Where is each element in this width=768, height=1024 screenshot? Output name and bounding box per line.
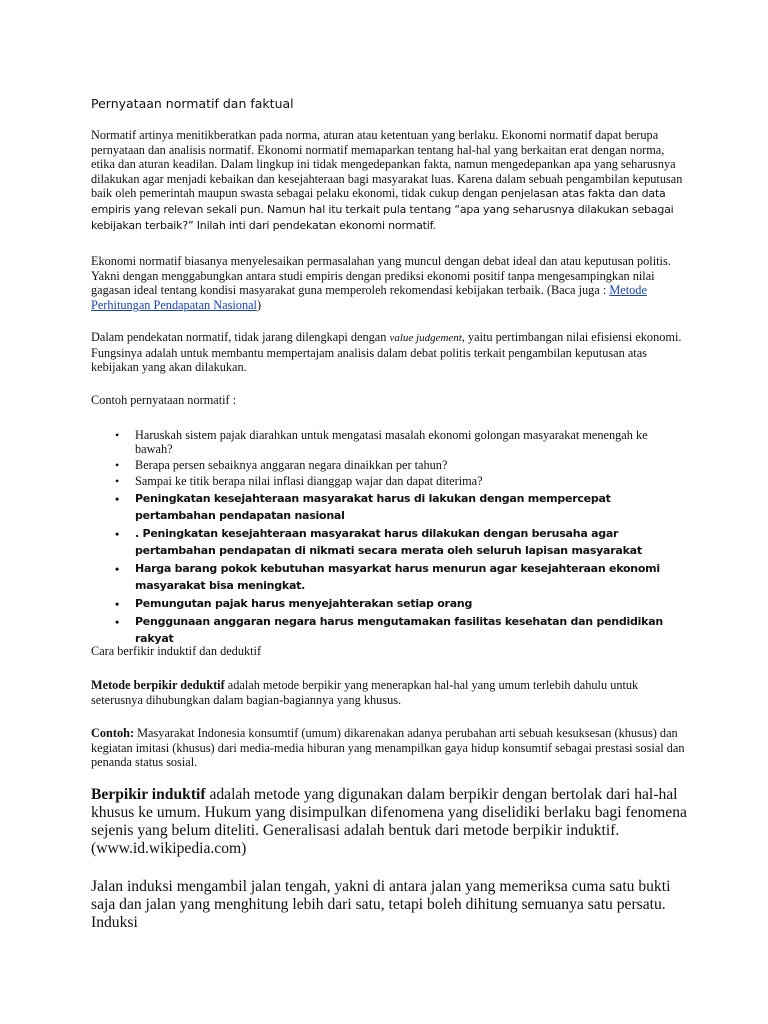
paragraph-ekonomi-normatif-text: Ekonomi normatif biasanya menyelesaikan permasalahan yang muncul dengan debat ideal dan atau keputusan politis. Yakni dengan menggabungkan antara studi empiris dengan prediksi ekonomi positif tanpa mengesampingkan nilai gagasan ideal tentang kondisi masyarakat guna memperoleh rekomendasi kebijakan terbaik. (Baca juga : xyxy=(91,254,671,298)
induktif-deduktif-heading: Cara berfikir induktif dan deduktif xyxy=(91,644,262,658)
bullet-icon: • xyxy=(115,492,119,506)
paragraph-value-judgement-after: , yaitu pertimbangan nilai efisiensi ekonomi. Fungsinya adalah untuk membantu mempertajam analisis dalam debat politis terkait pengambilan keputusan atas kebijakan yang akan dilakukan. xyxy=(91,330,682,375)
paragraph-value-judgement xyxy=(91,330,691,375)
paragraph-normatif-sans-text: penjelasan atas fakta dan data empiris yang relevan sekali pun. Namun hal itu terkait pula tentang “apa yang seharusnya dilakukan sebagai kebijakan terbaik?” Inilah inti dari pendekatan ekonomi normatif. xyxy=(91,187,674,232)
list-item-text: Peningkatan kesejahteraan masyarakat harus di lakukan dengan mempercepat pertambahan pendapatan nasional xyxy=(135,492,611,522)
paragraph-deduktif-text: adalah metode berpikir yang menerapkan hal-hal yang umum terlebih dahulu untuk seterusnya dihubungkan dalam bagian-bagiannya yang khusus. xyxy=(91,678,639,707)
list-item xyxy=(91,613,681,647)
paragraph-normatif-serif-text: Normatif artinya menitikberatkan pada norma, aturan atau ketentuan yang berlaku. Ekonomi normatif dapat berupa pernyataan dan analisis normatif. Ekonomi normatif memaparkan tentang hal-hal yang berkaitan erat dengan norma, etika dan aturan keadilan. Dalam lingkup ini tidak mengedepankan fakta, namun mengedepankan apa yang seharusnya dilakukan agar menjadi kebaikan dan kesejahteraan bagi masyarakat luas. Karena dalam sebuah pengambilan keputusan baik oleh pemerintah maupun swasta sebagai pelaku ekonomi, tidak cukup dengan xyxy=(91,128,683,201)
list-item-text: Sampai ke titik berapa nilai inflasi dianggap wajar dan dapat diterima? xyxy=(135,474,483,488)
list-item-text: Harga barang pokok kebutuhan masyarkat harus menurun agar kesejahteraan ekonomi masyarakat bisa meningkat. xyxy=(135,562,660,592)
list-item-text: Haruskah sistem pajak diarahkan untuk mengatasi masalah ekonomi golongan masyarakat menengah ke bawah? xyxy=(135,428,648,456)
deduktif-term: Metode berpikir deduktif xyxy=(91,678,225,692)
list-item xyxy=(91,525,681,559)
induktif-term: Berpikir induktif xyxy=(91,786,206,803)
contoh-label: Contoh: xyxy=(91,726,135,740)
contoh-heading: Contoh pernyataan normatif : xyxy=(91,393,237,407)
paragraph-induktif-text: adalah metode yang digunakan dalam berpikir dengan bertolak dari hal-hal khusus ke umum. Hukum yang disimpulkan difenomena yang diselidiki berlaku bagi fenomena sejenis yang belum diteliti. Generalisasi adalah bentuk dari metode berpikir induktif. (www.id.wikipedia.com) xyxy=(91,786,687,857)
paragraph-induktif xyxy=(91,786,691,858)
list-item xyxy=(91,595,681,612)
bullet-icon: • xyxy=(115,474,120,488)
list-item xyxy=(91,474,681,488)
list-item xyxy=(91,428,681,456)
list-item xyxy=(91,560,681,594)
list-item xyxy=(91,490,681,524)
bullet-icon: • xyxy=(115,615,119,629)
paragraph-value-judgement-before: Dalam pendekatan normatif, tidak jarang dilengkapi dengan xyxy=(91,330,390,344)
paragraph-deduktif xyxy=(91,678,691,707)
list-item xyxy=(91,458,681,472)
list-item-text: Berapa persen sebaiknya anggaran negara dinaikkan per tahun? xyxy=(135,458,448,472)
paragraph-jalan-induksi: Jalan induksi mengambil jalan tengah, yakni di antara jalan yang memeriksa cuma satu bukti saja dan jalan yang menghitung lebih dari satu, tetapi boleh dihitung semuanya satu persatu. Induksi xyxy=(91,878,671,931)
list-item-text: Pemungutan pajak harus menyejahterakan setiap orang xyxy=(135,597,473,610)
paragraph-ekonomi-normatif xyxy=(91,254,691,312)
list-item-text: Penggunaan anggaran negara harus mengutamakan fasilitas kesehatan dan pendidikan rakyat xyxy=(135,615,663,645)
bullet-icon: • xyxy=(115,597,119,611)
paragraph-contoh-text: Masyarakat Indonesia konsumtif (umum) dikarenakan adanya perubahan arti sebuah kesuksesan (khusus) dan kegiatan imitasi (khusus) dari media-media hiburan yang menampilkan gaya hidup konsumtif sebagai prestasi sosial dan penanda status sosial. xyxy=(91,726,685,770)
list-item-text: . Peningkatan kesejahteraan masyarakat harus dilakukan dengan berusaha agar pertambahan pendapatan di nikmati secara merata oleh seluruh lapisan masyarakat xyxy=(135,527,642,557)
paragraph-close-paren: ) xyxy=(256,297,262,312)
value-judgement-term: value judgement xyxy=(389,332,462,344)
bullet-icon: • xyxy=(115,428,120,442)
section-heading: Pernyataan normatif dan faktual xyxy=(91,96,294,111)
paragraph-contoh xyxy=(91,726,691,770)
bullet-icon: • xyxy=(115,458,120,472)
link-metode-perhitungan[interactable]: Metode Perhitungan Pendapatan Nasional xyxy=(91,283,647,312)
paragraph-normatif-definition xyxy=(91,128,691,233)
normative-examples-list xyxy=(91,428,681,648)
bullet-icon: • xyxy=(115,562,119,576)
bullet-icon: • xyxy=(115,527,119,541)
